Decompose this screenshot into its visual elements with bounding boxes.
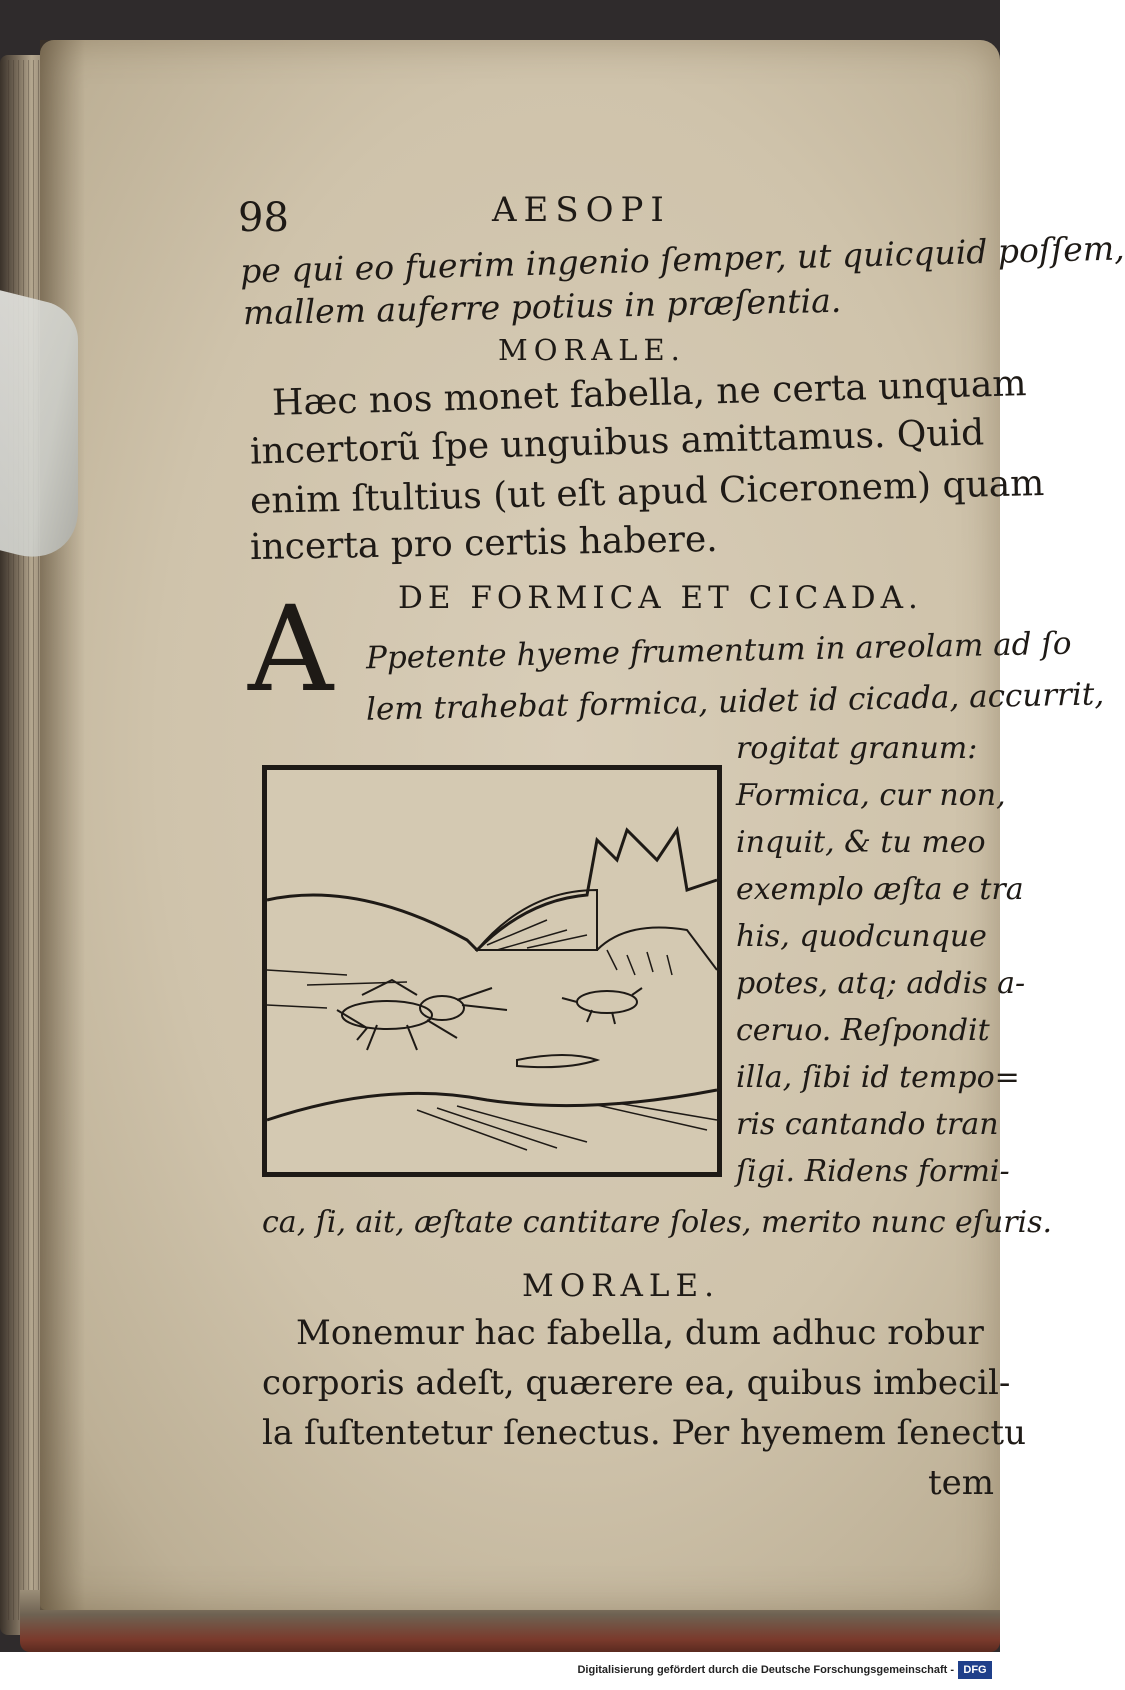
moral-heading: MORALE. bbox=[522, 1268, 720, 1304]
drop-capital: A bbox=[248, 580, 334, 718]
dfg-logo-icon: DFG bbox=[958, 1661, 992, 1679]
moral-heading: MORALE. bbox=[498, 333, 686, 367]
bookmark-strip bbox=[0, 290, 78, 569]
gutter-shadow bbox=[40, 40, 85, 1610]
text-line: incertorũ ſpe unguibus amittamus. Quid bbox=[249, 412, 985, 473]
dfg-credit: Digitalisierung gefördert durch die Deutsche Forschungsgemeinschaft - bbox=[577, 1664, 954, 1676]
text-line: ceruo. Reſpondit bbox=[736, 1013, 990, 1048]
text-line: Hæc nos monet fabella, ne certa unquam bbox=[271, 363, 1027, 424]
woodcut-landscape bbox=[267, 770, 717, 1172]
text-line: pe qui eo fuerim ingenio ſemper, ut quicquid poſſem, bbox=[239, 228, 1125, 291]
text-line: Ppetente hyeme frumentum in areolam ad ſo bbox=[365, 625, 1072, 677]
text-line: ſigi. Ridens formi- bbox=[736, 1154, 1010, 1189]
text-line: illa, ſibi id tempo= bbox=[736, 1060, 1020, 1095]
catchword: tem bbox=[928, 1463, 995, 1503]
text-line: la ſuſtentetur ſenectus. Per hyemem ſenectu bbox=[262, 1413, 1026, 1453]
text-line: Monemur hac fabella, dum adhuc robur bbox=[296, 1313, 984, 1353]
running-head: AESOPI bbox=[492, 190, 671, 230]
text-line: ris cantando tran bbox=[736, 1107, 999, 1142]
text-line: mallem auferre potius in præſentia. bbox=[242, 280, 842, 333]
woodcut-illustration bbox=[262, 765, 722, 1177]
text-line: Formica, cur non, bbox=[736, 778, 1006, 813]
text-line: exemplo æſta e tra bbox=[736, 872, 1024, 907]
text-line: incerta pro certis habere. bbox=[249, 518, 718, 569]
text-line: ca, ſi, ait, æſtate cantitare ſoles, merito nunc eſuris. bbox=[262, 1205, 1053, 1240]
text-line: enim ſtultius (ut eſt apud Ciceronem) quam bbox=[249, 462, 1045, 523]
text-line: rogitat granum: bbox=[736, 731, 978, 766]
text-line: corporis adeſt, quærere ea, quibus imbecil- bbox=[262, 1363, 1011, 1403]
footer-bar bbox=[0, 1652, 1000, 1690]
fable-title: DE FORMICA ET CICADA. bbox=[398, 580, 923, 616]
text-line: lem trahebat formica, uidet id cicada, accurrit, bbox=[365, 676, 1105, 728]
page-number: 98 bbox=[238, 195, 289, 241]
text-line: his, quodcunque bbox=[736, 919, 987, 954]
text-line: potes, atq; addis a- bbox=[736, 966, 1026, 1001]
text-line: inquit, & tu meo bbox=[736, 825, 986, 860]
